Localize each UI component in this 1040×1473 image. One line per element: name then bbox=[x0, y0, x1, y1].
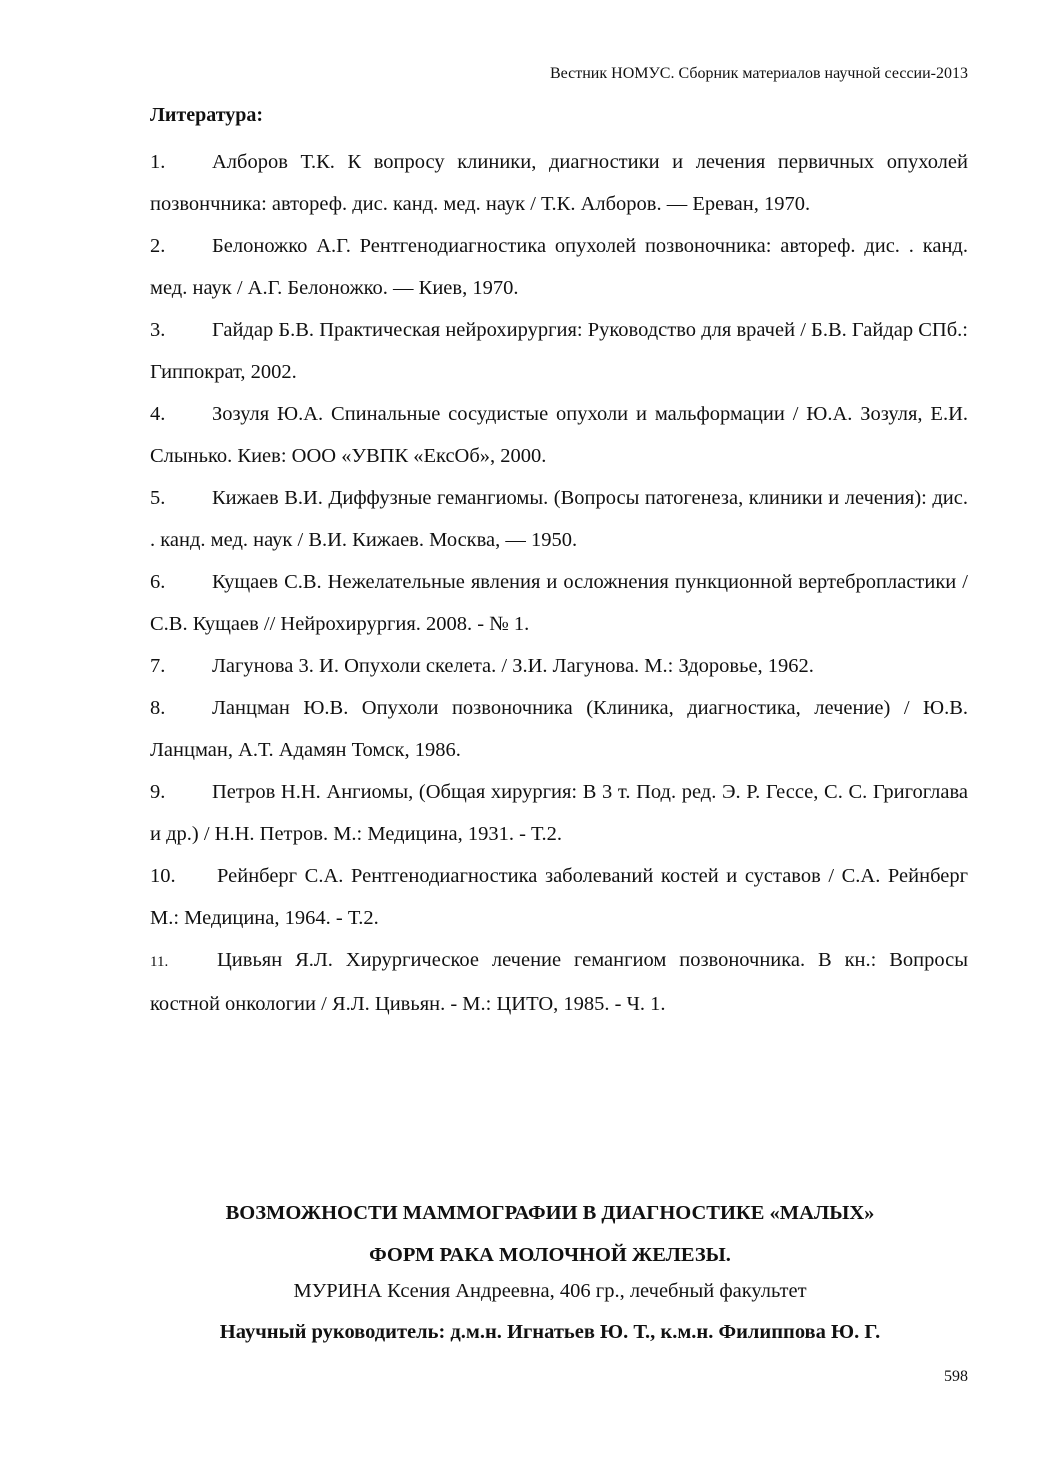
reference-text: Цивьян Я.Л. Хирургическое лечение гемангиом позвоночника. В кн.: Вопросы костной онкологии / Я.Л. Цивьян. - М.: ЦИТО, 1985. - Ч. 1. bbox=[150, 949, 968, 1015]
reference-number: 1. bbox=[150, 151, 166, 173]
reference-number: 3. bbox=[150, 319, 166, 341]
reference-number: 2. bbox=[150, 235, 166, 257]
reference-item-7 bbox=[150, 645, 968, 687]
reference-number: 7. bbox=[150, 655, 166, 677]
reference-item-11 bbox=[150, 939, 968, 1025]
reference-item-1 bbox=[150, 141, 968, 225]
reference-text: Лагунова 3. И. Опухоли скелета. / З.И. Лагунова. М.: Здоровье, 1962. bbox=[212, 655, 814, 677]
reference-number: 8. bbox=[150, 697, 166, 719]
reference-item-10 bbox=[150, 855, 968, 939]
reference-item-8 bbox=[150, 687, 968, 771]
article-title bbox=[100, 1192, 1000, 1276]
reference-item-2 bbox=[150, 225, 968, 309]
article-author: МУРИНА Ксения Андреевна, 406 гр., лечебный факультет bbox=[293, 1280, 807, 1302]
reference-text: Зозуля Ю.А. Спинальные сосудистые опухоли и мальформации / Ю.А. Зозуля, Е.И. Слынько. Киев: ООО «УВПК «ЕксОб», 2000. bbox=[150, 403, 968, 467]
reference-text: Ланцман Ю.В. Опухоли позвоночника (Клиника, диагностика, лечение) / Ю.В. Ланцман, А.Т. Адамян Томск, 1986. bbox=[150, 697, 968, 761]
reference-text: Алборов Т.К. К вопросу клиники, диагностики и лечения первичных опухолей позвончника: автореф. дис. канд. мед. наук / Т.К. Алборов. — Ереван, 1970. bbox=[150, 151, 968, 215]
literature-heading: Литература: bbox=[150, 104, 264, 126]
reference-item-3 bbox=[150, 309, 968, 393]
reference-item-6 bbox=[150, 561, 968, 645]
reference-text: Белоножко А.Г. Рентгенодиагностика опухолей позвоночника: автореф. дис. . канд. мед. наук / А.Г. Белоножко. — Киев, 1970. bbox=[150, 235, 968, 299]
reference-number: 4. bbox=[150, 403, 166, 425]
reference-number: 10. bbox=[150, 865, 176, 887]
article-title-line: ВОЗМОЖНОСТИ МАММОГРАФИИ В ДИАГНОСТИКЕ «МАЛЫХ» bbox=[225, 1202, 875, 1224]
article-title-line: ФОРМ РАКА МОЛОЧНОЙ ЖЕЛЕЗЫ. bbox=[369, 1244, 731, 1266]
reference-number: 5. bbox=[150, 487, 166, 509]
reference-text: Рейнберг С.А. Рентгенодиагностика заболеваний костей и суставов / С.А. Рейнберг М.: Медицина, 1964. - Т.2. bbox=[150, 865, 968, 929]
page-number: 598 bbox=[944, 1368, 968, 1385]
reference-text: Петров Н.Н. Ангиомы, (Общая хирургия: В 3 т. Под. ред. Э. Р. Гессе, С. С. Григоглава и др.) / Н.Н. Петров. М.: Медицина, 1931. - Т.2. bbox=[150, 781, 968, 845]
reference-text: Гайдар Б.В. Практическая нейрохирургия: Руководство для врачей / Б.В. Гайдар СПб.: Гиппократ, 2002. bbox=[150, 319, 968, 383]
reference-number: 6. bbox=[150, 571, 166, 593]
reference-number: 11. bbox=[150, 954, 169, 970]
reference-list bbox=[150, 141, 968, 1025]
running-header: Вестник НОМУС. Сборник материалов научной сессии-2013 bbox=[549, 65, 968, 82]
reference-item-5 bbox=[150, 477, 968, 561]
reference-text: Кижаев В.И. Диффузные гемангиомы. (Вопросы патогенеза, клиники и лечения): дис. . канд. мед. наук / В.И. Кижаев. Москва, — 1950. bbox=[150, 487, 968, 551]
reference-item-4 bbox=[150, 393, 968, 477]
article-supervisor: Научный руководитель: д.м.н. Игнатьев Ю. Т., к.м.н. Филиппова Ю. Г. bbox=[219, 1321, 881, 1343]
reference-item-9 bbox=[150, 771, 968, 855]
reference-text: Кущаев С.В. Нежелательные явления и осложнения пункционной вертебропластики / С.В. Кущаев // Нейрохирургия. 2008. - № 1. bbox=[150, 571, 968, 635]
reference-number: 9. bbox=[150, 781, 166, 803]
